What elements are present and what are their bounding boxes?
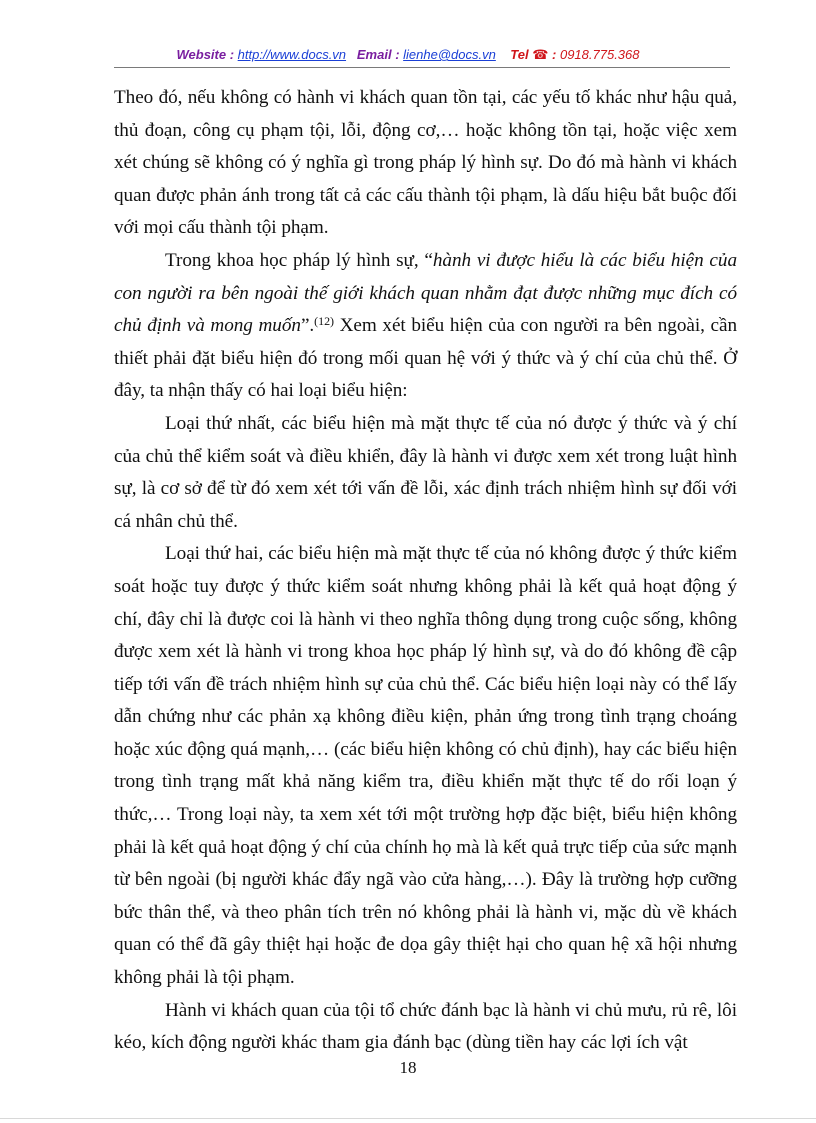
document-body [114, 82, 737, 1060]
paragraph-3: Loại thứ nhất, các biểu hiện mà mặt thực tế của nó được ý thức và ý chí của chủ thể kiểm soát và điều khiển, đây là hành vi được xem xét trong luật hình sự, là cơ sở để từ đó xem xét tới vấn đề lỗi, xác định trách nhiệm hình sự đối với cá nhân chủ thể. [114, 412, 737, 532]
definition-quote: hành vi được hiểu là các biểu hiện của con người ra bên ngoài thế giới khách quan nhằm đạt được những mục đích có chủ định và mong muốn [114, 249, 737, 337]
tel-label: Tel ☎ : [510, 47, 560, 62]
paragraph-5: Hành vi khách quan của tội tổ chức đánh bạc là hành vi chủ mưu, rủ rê, lôi kéo, kích động người khác tham gia đánh bạc (dùng tiền hay các lợi ích vật [114, 999, 737, 1054]
paragraph-2-rest: Xem xét biểu hiện của con người ra bên ngoài, cần thiết phải đặt biểu hiện đó trong mối quan hệ với ý thức và ý chí của chủ thể. Ở đây, ta nhận thấy có hai loại biểu hiện: [114, 315, 737, 402]
paragraph-2-lead: Trong khoa học pháp lý hình sự, “ [165, 249, 433, 271]
email-label: Email [356, 47, 392, 62]
quote-close: ”. [300, 315, 315, 337]
tel-number: 0918.775.368 [559, 47, 640, 62]
website-label: Website : [176, 47, 238, 62]
website-link[interactable]: http://www.docs.vn [237, 47, 347, 62]
page-header [0, 47, 816, 63]
bottom-divider [0, 1118, 816, 1119]
paragraph-1: Theo đó, nếu không có hành vi khách quan tồn tại, các yếu tố khác như hậu quả, thủ đoạn, công cụ phạm tội, lỗi, động cơ,… hoặc không tồn tại, hoặc việc xem xét chúng sẽ không có ý nghĩa gì trong pháp lý hình sự. Do đó mà hành vi khách quan được phản ánh trong tất cả các cấu thành tội phạm, là dấu hiệu bắt buộc đối với mọi cấu thành tội phạm. [114, 87, 737, 239]
header-divider [114, 67, 730, 68]
paragraph-4: Loại thứ hai, các biểu hiện mà mặt thực tế của nó không được ý thức kiểm soát hoặc tuy được ý thức kiểm soát nhưng không phải là kết quả hoạt động ý chí, đây chỉ là được coi là hành vi theo nghĩa thông dụng trong cuộc sống, không được xem xét là hành vi trong khoa học pháp lý hình sự, và do đó không đề cập tiếp tới vấn đề trách nhiệm hình sự của chủ thể. Các biểu hiện loại này có thể lấy dẫn chứng như các phản xạ không điều kiện, phản ứng trong tình trạng choáng hoặc xúc động quá mạnh,… (các biểu hiện không có chủ định), hay các biểu hiện trong tình trạng mất khả năng kiểm tra, điều khiển mặt thực tế do rối loạn ý thức,… Trong loại này, ta xem xét tới một trường hợp đặc biệt, biểu hiện không phải là kết quả hoạt động ý chí của chính họ mà là kết quả trực tiếp của sức mạnh từ bên ngoài (bị người khác đẩy ngã vào cửa hàng,…). Đây là trường hợp cưỡng bức thân thể, và theo phân tích trên nó không phải là hành vi, mặc dù về khách quan có thể đã gây thiệt hại hoặc đe dọa gây thiệt hại cho quan hệ xã hội nhưng không phải là tội phạm. [114, 543, 737, 989]
page-number: 18 [399, 1058, 417, 1077]
email-link[interactable]: lienhe@docs.vn [403, 47, 496, 62]
footnote-ref[interactable]: (12) [314, 314, 334, 329]
paragraph-2 [114, 245, 737, 408]
email-separator: : [391, 47, 404, 62]
